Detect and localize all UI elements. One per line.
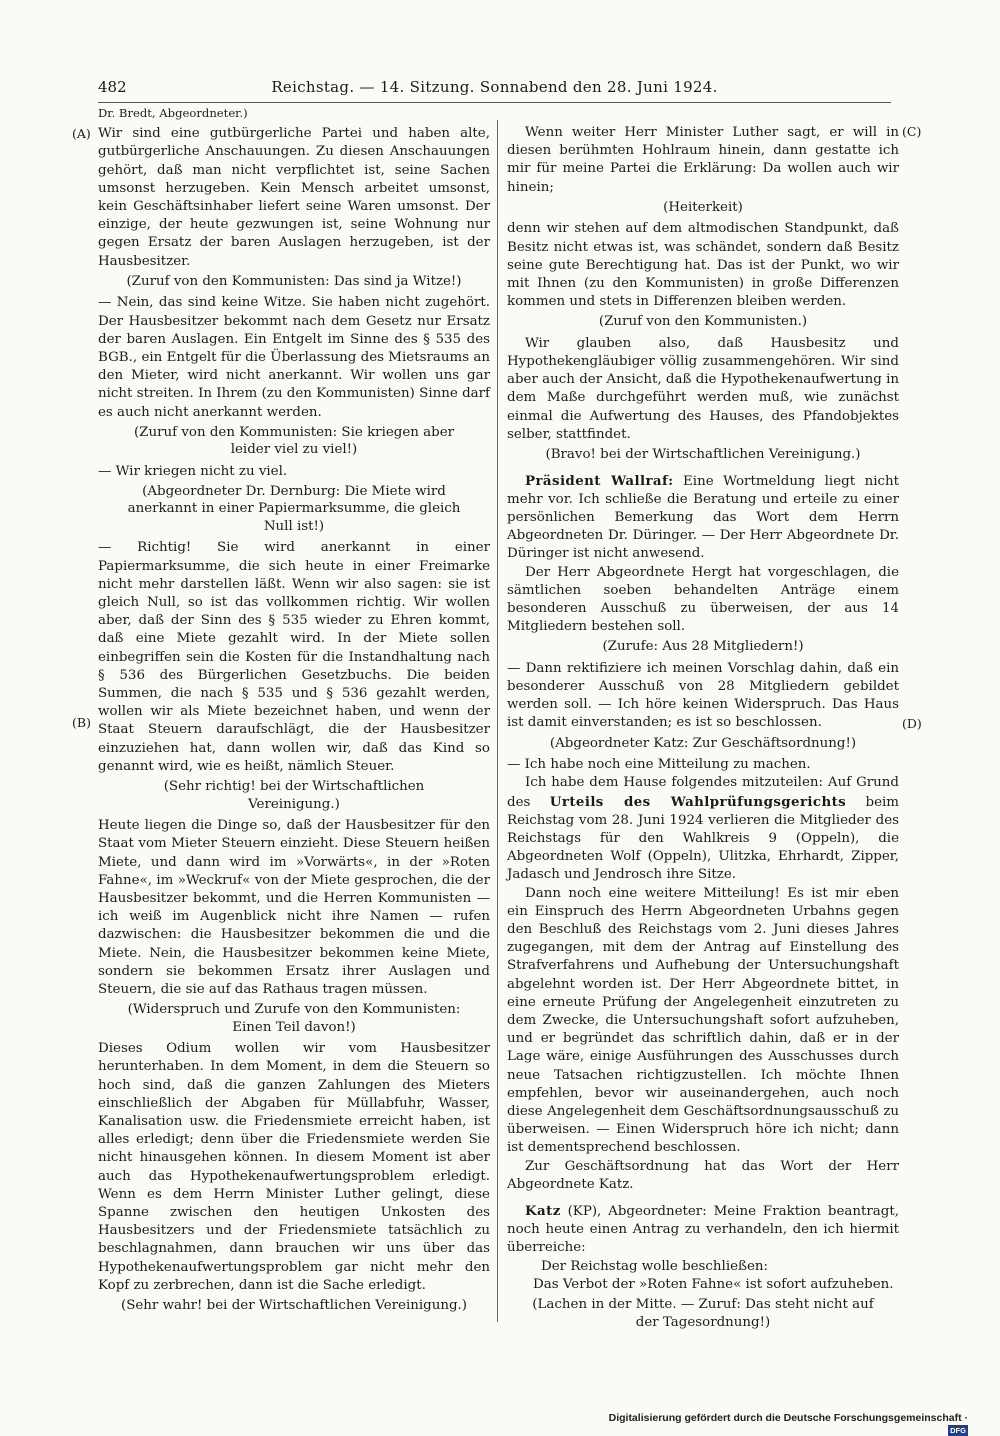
paragraph: Wir sind eine gutbürgerliche Partei und haben alte, gutbürgerliche Anschauungen. Zu diesen Anschauungen gehört, daß man nicht verpflichtet ist, seine Sachen umsonst herzugeben. Kein Mensch arbeitet umsonst, kein Geschäftsinhaber liefert seine Waren umsonst. Der einzige, der heute gezwungen ist, seine Wohnung nur gegen Ersatz der baren Auslagen herzugeben, ist der Hausbesitzer. — [98, 126, 490, 269]
left-paragraphs — [98, 125, 490, 1314]
decision-post: beim Reichstag vom 28. Juni 1924 verlieren die Mitglieder des Reichstags für den Wahlkreis 9 (Oppeln), die Abgeordneten Wolf (Oppeln), Ulitzka, Ehrhardt, Zipper, Jadasch und Jendrosch ihre Sitze. — [507, 794, 900, 883]
interjection: (Abgeordneter Dr. Dernburg: Die Miete wird anerkannt in einer Papiermarksumme, die gleich Null ist!) — [127, 483, 461, 534]
right-paragraphs-1 — [507, 124, 899, 464]
katz-text: (KP), Abgeordneter: Meine Fraktion beantragt, noch heute einen Antrag zu verhandeln, den ich hiermit überreiche: — [507, 1204, 899, 1256]
interjection: (Bravo! bei der Wirtschaftlichen Vereinigung.) — [545, 447, 861, 463]
president-text: Eine Wortmeldung liegt nicht mehr vor. Ich schließe die Beratung und erteile zu einer persönlichen Bemerkung das Wort dem Herrn Abgeordneten Dr. Düringer. — Der Herr Abgeordnete Dr. Düringer ist nicht anwesend. — [507, 473, 900, 562]
interjection: (Zurufe: Aus 28 Mitgliedern!) — [602, 639, 804, 655]
running-header — [98, 78, 891, 103]
footer-credit — [608, 1412, 968, 1436]
interjection: (Sehr wahr! bei der Wirtschaftlichen Vereinigung.) — [120, 1297, 468, 1313]
right-paragraphs-2 — [507, 564, 899, 775]
interjection: (Zuruf von den Kommunisten.) — [598, 314, 808, 330]
final-interjection: (Lachen in der Mitte. — Zuruf: Das steht nicht auf der Tagesordnung!) — [532, 1297, 874, 1330]
president-name: Präsident Wallraf: — [525, 472, 674, 489]
motion-intro: Der Reichstag wolle beschließen: — [541, 1258, 769, 1274]
margin-mark-b: (B) — [72, 715, 91, 730]
decision-pre: Ich habe dem Hause folgendes mitzuteilen: Auf Grund des — [507, 775, 899, 810]
paragraph: denn wir stehen auf dem altmodischen Standpunkt, daß Besitz nicht etwas ist, was schändet, sondern daß Besitz seine gute Berechtigung hat. Das ist der Punkt, wo wir mit Ihnen (zu den Kommunisten) in große Differenzen kommen und stets in Differenzen bleiben werden. — [507, 221, 899, 310]
katz-name: Katz — [525, 1203, 561, 1220]
decision-paragraph — [507, 774, 899, 884]
paragraph: Wenn weiter Herr Minister Luther sagt, er will in diesen berühmten Hohlraum hinein, dann gestatte ich mir für meine Partei die Erklärung: Da wollen auch wir hinein; — [507, 125, 899, 195]
paragraph: Der Herr Abgeordnete Hergt hat vorgeschlagen, die sämtlichen soeben behandelten Anträge einem besonderen Ausschuß zu überweisen, der aus 14 Mitgliedern bestehen soll. — [507, 564, 899, 635]
margin-mark-c: (C) — [902, 124, 922, 139]
column-divider — [497, 120, 498, 1322]
interjection: (Widerspruch und Zurufe von den Kommunisten: Einen Teil davon!) — [127, 1002, 461, 1035]
interjection: (Heiterkeit) — [663, 199, 743, 215]
interjection: (Zuruf von den Kommunisten: Das sind ja Witze!) — [126, 273, 462, 289]
paragraph: Dann noch eine weitere Mitteilung! Es ist mir eben ein Einspruch des Herrn Abgeordneten Urbahns gegen den Beschluß des Reichstags vom 2. Juni dieses Jahres zugegangen, mit dem der Antrag auf Einstellung des Strafverfahrens und Aufhebung der Untersuchungshaft abgelehnt worden ist. Der Herr Abgeordnete bittet, in eine erneute Prüfung der Angelegenheit einzutreten zu dem Zwecke, die Untersuchungshaft sofort aufzuheben, und er begründet das schriftlich dahin, daß er in der Lage wäre, einige Ausführungen des Ausschusses durch neue Tatsachen richtigzustellen. Ich möchte Ihnen empfehlen, bevor wir auseinandergehen, auch noch diese Angelegenheit dem Geschäftsordnungsausschuß zu überweisen. — Einen Widerspruch höre ich nicht; dann ist dementsprechend beschlossen. — [507, 885, 899, 1156]
speaker-line: Dr. Bredt, Abgeordneter.) — [98, 106, 248, 120]
dfg-logo-icon: DFG — [948, 1425, 968, 1436]
paragraph: Zur Geschäftsordnung hat das Wort der Herr Abgeordnete Katz. — [507, 1158, 899, 1192]
left-column — [98, 104, 490, 1318]
paragraph: — Ich habe noch eine Mitteilung zu machen. — [507, 757, 811, 773]
paragraph: — Richtig! Sie wird anerkannt in einer Papiermarksumme, die sich heute in einer Freimarke nicht mehr darstellen läßt. Wenn wir also sagen: sie ist gleich Null, so ist das vollkommen richtig. Wir wollen aber, daß der Sinn des § 535 wieder zu Ehren kommt, daß eine Miete gezahlt wird. In der Miete sollen einbegriffen sein die Kosten für die Instandhaltung nach § 536 des Bürgerlichen Gesetzbuchs. Die beiden Summen, die nach § 535 und § 536 gezahlt werden, wollen wir als Miete bezeichnet haben, und wenn der Staat Steuern daraufschlägt, die der Hausbesitzer einzuziehen hat, dann wollen wir, daß das Kind so genannt wird, wie es heißt, nämlich Steuer. — [98, 540, 490, 774]
motion-text: Das Verbot der »Roten Fahne« ist sofort aufzuheben. — [533, 1276, 894, 1292]
katz-paragraph — [507, 1202, 899, 1258]
footer-text: Digitalisierung gefördert durch die Deutsche Forschungsgemeinschaft · — [608, 1412, 968, 1424]
decision-bold: Urteils des Wahlprüfungsgerichts — [549, 793, 847, 810]
interjection: (Zuruf von den Kommunisten: Sie kriegen aber leider viel zu viel!) — [133, 424, 455, 458]
right-column — [507, 124, 899, 1335]
right-paragraphs-3 — [507, 885, 899, 1194]
paragraph: Dieses Odium wollen wir vom Hausbesitzer herunterhaben. In dem Moment, in dem die Steuern so hoch sind, daß die ganzen Zahlungen des Mieters einschließlich der Abgaben für Müllabfuhr, Wasser, Kanalisation usw. die Friedensmiete erreicht haben, ist alles erledigt; denn über die Friedensmiete werden Sie nicht hinausgehen können. In diesem Moment ist aber auch das Hypothekenaufwertungsproblem erledigt. Wenn es dem Herrn Minister Luther gelingt, diese Spanne zwischen den heutigen Unkosten des Hausbesitzers und der Friedensmiete tatsächlich zu beschlagnahmen, dann brauchen wir uns über das Hypothekenaufwertungsproblem gar nicht mehr den Kopf zu zerbrechen, dann ist die Sache erledigt. — [98, 1041, 490, 1293]
interjection: (Abgeordneter Katz: Zur Geschäftsordnung!) — [549, 735, 857, 751]
president-paragraph — [507, 472, 899, 564]
page-number: 482 — [98, 78, 127, 96]
paragraph: — Wir kriegen nicht zu viel. — [98, 463, 288, 479]
paragraph: — Dann rektifiziere ich meinen Vorschlag dahin, daß ein besonderer Ausschuß von 28 Mitgliedern gebildet werden soll. — Ich höre keinen Widerspruch. Das Haus ist damit einverstanden; es ist so beschlossen. — [507, 660, 899, 731]
margin-mark-d: (D) — [902, 716, 922, 731]
margin-mark-a: (A) — [72, 126, 91, 141]
paragraph: — Nein, das sind keine Witze. Sie haben nicht zugehört. Der Hausbesitzer bekommt nach dem Gesetz nur Ersatz der baren Auslagen. Ein Entgelt im Sinne des § 535 des BGB., ein Entgelt für die Überlassung des Mietsraums an den Mieter, wird nicht anerkannt. Wir wollen uns gar nicht streiten. In Ihrem (zu den Kommunisten) Sinne darf es auch nicht anerkannt werden. — [98, 295, 490, 420]
paragraph: Heute liegen die Dinge so, daß der Hausbesitzer für den Staat vom Mieter Steuern einzieht. Diese Steuern heißen Miete, und dann wird im »Vorwärts«, in der »Roten Fahne«, im »Weckruf« von der Miete gesprochen, die der Hausbesitzer bekommt, und die Herren Kommunisten — ich weiß im Augenblick nicht ihre Namen — rufen dazwischen: die Hausbesitzer bekommen die und die Miete. Nein, die Hausbesitzer bekommen keine Miete, sondern sie bekommen Ersatz ihrer Auslagen und Steuern, die sie auf das Rathaus tragen müssen. — [98, 818, 490, 997]
paragraph: Wir glauben also, daß Hausbesitz und Hypothekengläubiger völlig zusammengehören. Wir sind aber auch der Ansicht, daß die Hypothekenaufwertung in dem Maße durchgeführt werden muß, wie zunächst einmal die Aufwertung des Hauses, des Pfandobjektes selber, stattfindet. — [507, 335, 899, 442]
running-title: Reichstag. — 14. Sitzung. Sonnabend den 28. Juni 1924. — [271, 78, 718, 96]
interjection: (Sehr richtig! bei der Wirtschaftlichen Vereinigung.) — [163, 779, 425, 812]
